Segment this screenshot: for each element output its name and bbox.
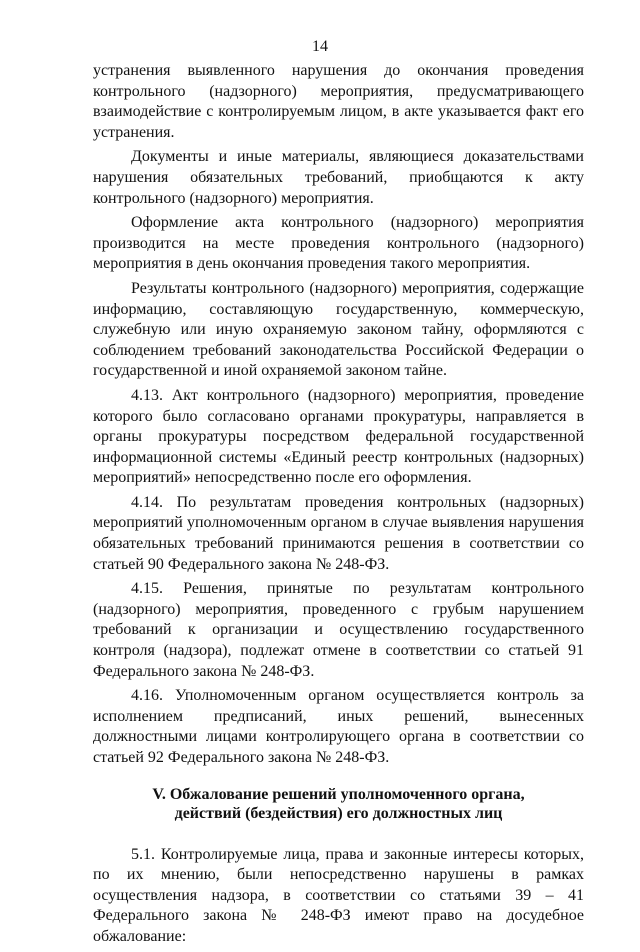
section-heading-line-2: действий (бездействия) его должностных лиц xyxy=(174,804,503,822)
paragraph-5-1: 5.1. Контролируемые лица, права и законные интересы которых, по их мнению, были непосредственно нарушены в рамках осуществления надзора, в соответствии со статьями 39 – 41 Федерального закона № 248-ФЗ имеют право на досудебное обжалование: xyxy=(93,845,584,945)
section-heading-line-1: V. Обжалование решений уполномоченного органа, xyxy=(152,785,525,803)
section-heading xyxy=(93,785,584,823)
paragraph-4-13: 4.13. Акт контрольного (надзорного) мероприятия, проведение которого было согласовано органами прокуратуры, направляется в органы прокуратуры посредством федеральной государственной информационной системы «Единый реестр контрольных (надзорных) мероприятий» непосредственно после его оформления. xyxy=(93,386,584,487)
paragraph-continuation: устранения выявленного нарушения до окончания проведения контрольного (надзорного) мероприятия, предусматривающего взаимодействие с контролируемым лицом, в акте указывается факт его устранения. xyxy=(93,62,584,141)
paragraph: Документы и иные материалы, являющиеся доказательствами нарушения обязательных требований, приобщаются к акту контрольного (надзорного) мероприятия. xyxy=(93,148,584,207)
paragraph: Результаты контрольного (надзорного) мероприятия, содержащие информацию, составляющую государственную, коммерческую, служебную или иную охраняемую законом тайну, оформляются с соблюдением требований законодательства Российской Федерации о государственной и иной охраняемой законом тайне. xyxy=(93,279,584,380)
paragraph: Оформление акта контрольного (надзорного) мероприятия производится на месте проведения контрольного (надзорного) мероприятия в день окончания проведения такого мероприятия. xyxy=(93,214,584,273)
paragraph-4-16: 4.16. Уполномоченным органом осуществляется контроль за исполнением предписаний, иных решений, вынесенных должностными лицами контролирующего органа в соответствии со статьей 92 Федерального закона № 248-ФЗ. xyxy=(93,687,584,766)
paragraph-4-15: 4.15. Решения, принятые по результатам контрольного (надзорного) мероприятия, проведенного с грубым нарушением требований к организации и осуществлению государственного контроля (надзора), подлежат отмене в соответствии со статьей 91 Федерального закона № 248-ФЗ. xyxy=(93,580,584,680)
paragraph-4-14: 4.14. По результатам проведения контрольных (надзорных) мероприятий уполномоченным органом в случае выявления нарушения обязательных требований принимаются решения в соответствии со статьей 90 Федерального закона № 248-ФЗ. xyxy=(93,493,584,573)
page-number: 14 xyxy=(312,38,328,55)
document-body xyxy=(93,61,584,952)
